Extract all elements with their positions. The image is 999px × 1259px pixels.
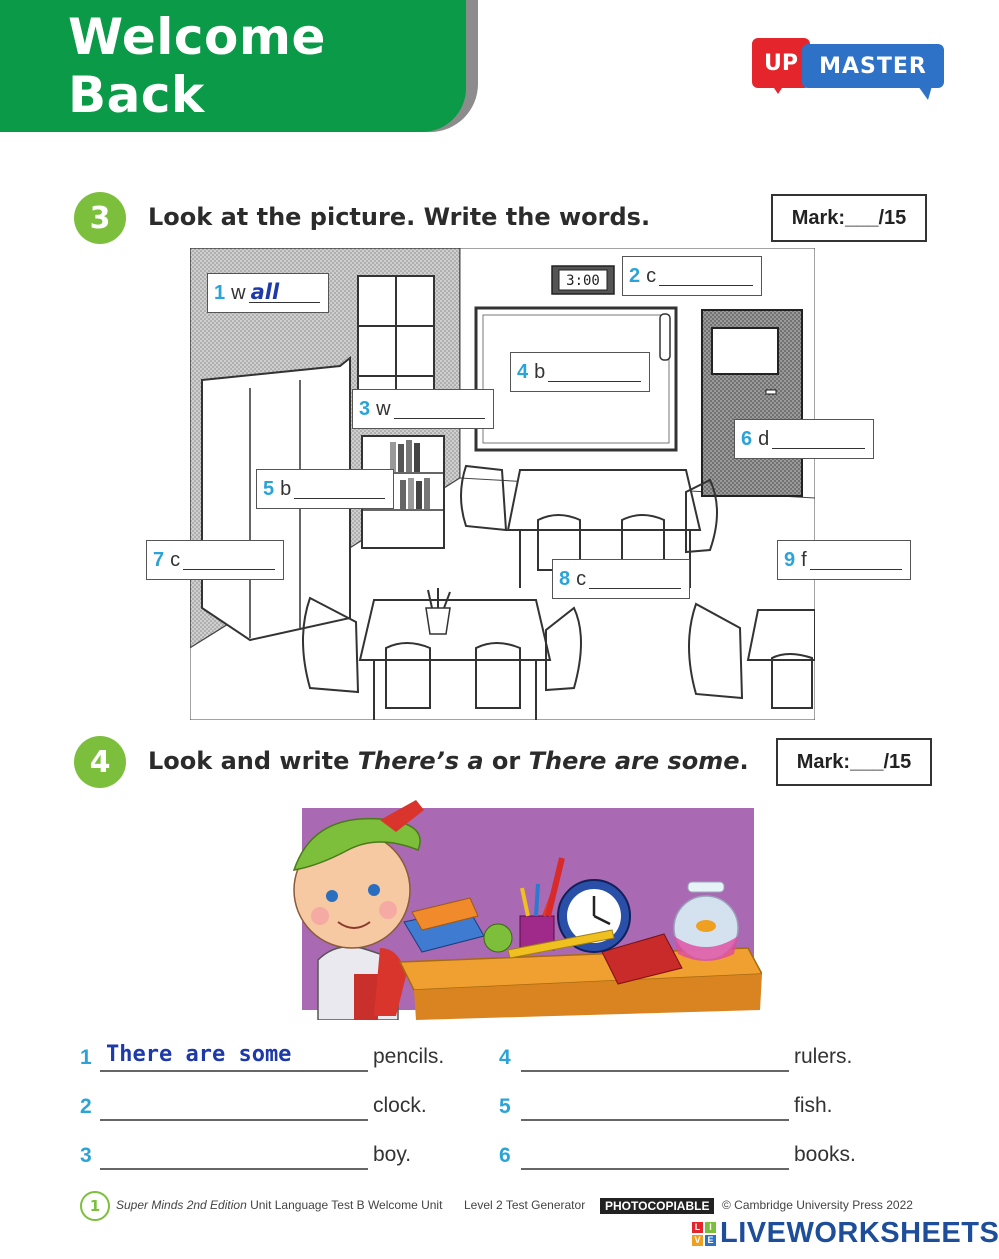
up-logo-tail	[770, 82, 786, 94]
exercise-4-instruction	[148, 747, 749, 775]
label-1-answer-line[interactable]	[249, 280, 320, 304]
label-4[interactable]	[510, 352, 650, 392]
boy-desk-illustration	[272, 798, 762, 1020]
sentence-5-answer-field[interactable]	[521, 1089, 789, 1121]
footer-book-rest: Unit Language Test B Welcome Unit	[246, 1198, 443, 1212]
exercise-3-number: 3	[74, 192, 126, 244]
sentence-3-answer-field[interactable]	[100, 1138, 368, 1170]
label-8-letter: c	[576, 567, 587, 590]
sentence-5-number: 5	[499, 1095, 511, 1118]
sentence-3-line	[100, 1168, 368, 1170]
instruction-option-2: There are some	[528, 747, 740, 775]
sentence-5-word: fish.	[794, 1094, 833, 1117]
header-banner	[0, 0, 466, 132]
sentence-5-line	[521, 1119, 789, 1121]
sentence-3-word: boy.	[373, 1143, 412, 1166]
sentence-4-line	[521, 1070, 789, 1072]
label-6-letter: d	[758, 427, 770, 450]
label-6-answer-line[interactable]	[772, 429, 865, 449]
sentence-6-word: books.	[794, 1143, 856, 1166]
sentence-1-answer: There are some	[106, 1042, 292, 1067]
label-9-letter: f	[801, 548, 807, 571]
label-7-answer-line[interactable]	[183, 550, 275, 570]
instruction-option-1: There’s a	[357, 747, 484, 775]
label-8-number: 8	[559, 567, 571, 590]
sentence-1-number: 1	[80, 1046, 92, 1069]
footer-copyright: © Cambridge University Press 2022	[722, 1198, 913, 1212]
sentence-4-word: rulers.	[794, 1045, 853, 1068]
sentence-2-number: 2	[80, 1095, 92, 1118]
liveworksheets-brand[interactable]: LIVEWORKSHEETS	[720, 1217, 999, 1249]
label-7-letter: c	[170, 548, 181, 571]
sentence-1-word: pencils.	[373, 1045, 445, 1068]
sentence-6-answer-field[interactable]	[521, 1138, 789, 1170]
footer-book-italic: Super Minds 2nd Edition	[116, 1198, 247, 1212]
label-3-number: 3	[359, 397, 371, 420]
sentence-1-line	[100, 1070, 368, 1072]
sentence-1-answer-field[interactable]	[100, 1040, 368, 1072]
page-title: Welcome Back	[68, 8, 326, 124]
sentence-2-word: clock.	[373, 1094, 427, 1117]
label-3-letter: w	[376, 397, 391, 420]
clock-display-text: 3:00	[566, 273, 600, 289]
footer-book-title	[116, 1198, 442, 1212]
sentence-2-answer-field[interactable]	[100, 1089, 368, 1121]
label-8[interactable]	[552, 559, 690, 599]
liveworksheets-logo-icon	[692, 1222, 716, 1246]
exercise-4-mark: Mark:___/15	[776, 738, 932, 786]
sentence-6-number: 6	[499, 1144, 511, 1167]
label-9-answer-line[interactable]	[810, 550, 902, 570]
label-5[interactable]	[256, 469, 394, 509]
sentence-3-number: 3	[80, 1144, 92, 1167]
label-2-answer-line[interactable]	[659, 266, 753, 286]
instruction-part: .	[739, 747, 749, 775]
sentence-4-number: 4	[499, 1046, 511, 1069]
label-2[interactable]	[622, 256, 762, 296]
label-9-number: 9	[784, 548, 796, 571]
label-4-number: 4	[517, 360, 529, 383]
label-5-letter: b	[280, 477, 292, 500]
master-logo: MASTER	[802, 44, 944, 88]
label-1-letter: w	[231, 281, 246, 304]
label-5-answer-line[interactable]	[294, 479, 385, 499]
exercise-3-instruction: Look at the picture. Write the words.	[148, 203, 651, 231]
label-3-answer-line[interactable]	[394, 399, 485, 419]
master-logo-tail	[918, 86, 932, 100]
logo-letter: V	[692, 1235, 703, 1246]
label-5-number: 5	[263, 477, 275, 500]
footer-generator: Level 2 Test Generator	[464, 1198, 586, 1212]
label-4-letter: b	[534, 360, 546, 383]
label-4-answer-line[interactable]	[548, 362, 641, 382]
photocopiable-badge: PHOTOCOPIABLE	[600, 1198, 714, 1214]
label-1-number: 1	[214, 281, 226, 304]
label-7[interactable]	[146, 540, 284, 580]
label-8-answer-line[interactable]	[589, 569, 681, 589]
label-1[interactable]	[207, 273, 329, 313]
exercise-3-mark: Mark:___/15	[771, 194, 927, 242]
instruction-part: or	[483, 747, 529, 775]
label-6[interactable]	[734, 419, 874, 459]
boy-desk-picture	[272, 798, 762, 1020]
sentence-2-line	[100, 1119, 368, 1121]
instruction-part: Look and write	[148, 747, 358, 775]
logo-letter: E	[705, 1235, 716, 1246]
sentence-6-line	[521, 1168, 789, 1170]
logo-letter: L	[692, 1222, 703, 1233]
label-2-letter: c	[646, 264, 657, 287]
sentence-4-answer-field[interactable]	[521, 1040, 789, 1072]
label-1-answer: all	[250, 280, 280, 304]
label-2-number: 2	[629, 264, 641, 287]
logo-letter: I	[705, 1222, 716, 1233]
label-7-number: 7	[153, 548, 165, 571]
page-number: 1	[80, 1191, 110, 1221]
label-3[interactable]	[352, 389, 494, 429]
label-9[interactable]	[777, 540, 911, 580]
exercise-4-number: 4	[74, 736, 126, 788]
up-logo: UP	[752, 38, 810, 88]
label-6-number: 6	[741, 427, 753, 450]
